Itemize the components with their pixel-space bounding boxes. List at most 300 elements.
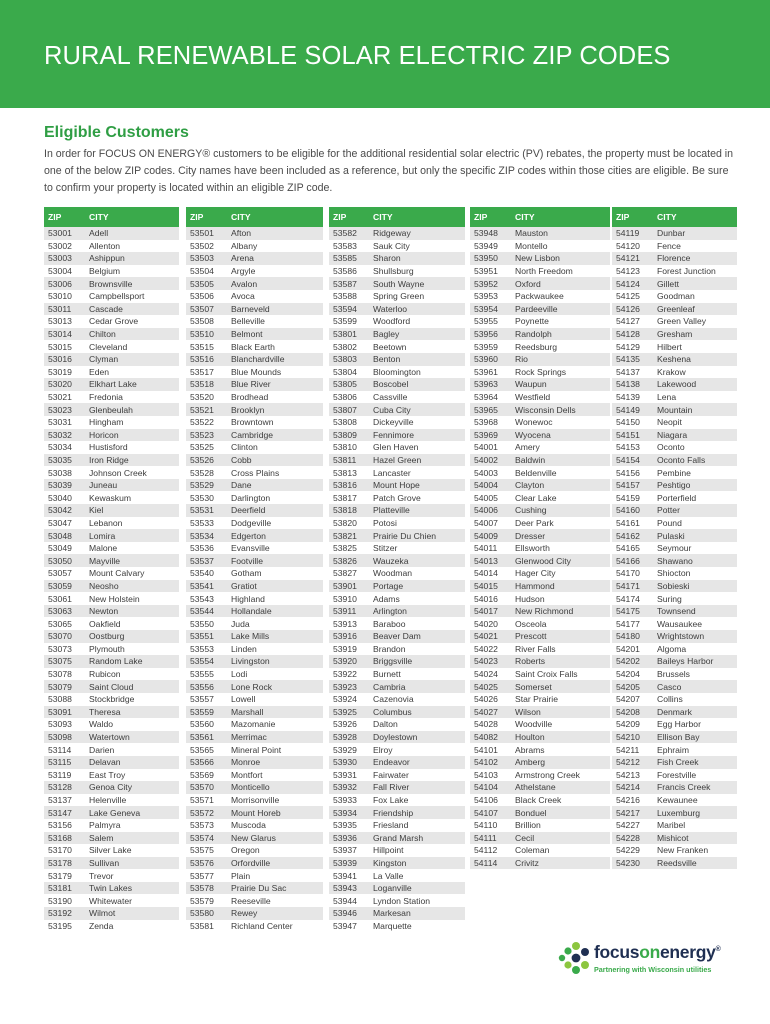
zip-cell: 53533 bbox=[190, 517, 214, 528]
zip-cell: 53049 bbox=[48, 543, 72, 554]
table-row bbox=[612, 718, 737, 731]
table-row bbox=[612, 819, 737, 832]
zip-cell: 54011 bbox=[474, 543, 498, 554]
city-cell: Baraboo bbox=[373, 618, 406, 629]
table-row bbox=[44, 366, 179, 379]
table-row bbox=[470, 353, 610, 366]
city-cell: Ephraim bbox=[657, 744, 689, 755]
table-row bbox=[612, 832, 737, 845]
city-cell: Theresa bbox=[89, 706, 121, 717]
zip-cell: 54025 bbox=[474, 681, 498, 692]
city-cell: Plain bbox=[231, 870, 251, 881]
table-row bbox=[470, 227, 610, 240]
zip-cell: 54175 bbox=[616, 606, 640, 617]
table-row bbox=[186, 290, 323, 303]
zip-cell: 53947 bbox=[333, 920, 357, 931]
table-row bbox=[329, 920, 465, 933]
table-row bbox=[44, 668, 179, 681]
city-cell: Abrams bbox=[515, 744, 545, 755]
table-row bbox=[470, 277, 610, 290]
table-row bbox=[44, 290, 179, 303]
zip-cell: 53115 bbox=[48, 757, 72, 768]
zip-cell: 54026 bbox=[474, 694, 498, 705]
table-row bbox=[186, 882, 323, 895]
city-cell: Cushing bbox=[515, 505, 547, 516]
city-cell: Baileys Harbor bbox=[657, 656, 714, 667]
city-cell: Star Prairie bbox=[515, 694, 558, 705]
city-cell: Poynette bbox=[515, 316, 549, 327]
zip-cell: 53530 bbox=[190, 492, 214, 503]
city-cell: Spring Green bbox=[373, 291, 425, 302]
city-cell: Hillpoint bbox=[373, 845, 404, 856]
city-cell: Reedsville bbox=[657, 857, 697, 868]
city-cell: La Valle bbox=[373, 870, 404, 881]
city-cell: Friesland bbox=[373, 820, 409, 831]
city-cell: Mount Hope bbox=[373, 480, 420, 491]
table-row bbox=[44, 403, 179, 416]
city-cell: Dane bbox=[231, 480, 252, 491]
city-cell: Footville bbox=[231, 555, 263, 566]
table-row bbox=[186, 378, 323, 391]
zip-cell: 54127 bbox=[616, 316, 640, 327]
city-cell: Athelstane bbox=[515, 782, 556, 793]
city-cell: Campbellsport bbox=[89, 291, 145, 302]
zip-cell: 53932 bbox=[333, 782, 357, 793]
city-cell: Marquette bbox=[373, 920, 412, 931]
zip-cell: 53569 bbox=[190, 769, 214, 780]
zip-cell: 53034 bbox=[48, 442, 72, 453]
zip-cell: 53969 bbox=[474, 429, 498, 440]
city-cell: Woodford bbox=[373, 316, 411, 327]
city-cell: Neopit bbox=[657, 417, 682, 428]
zip-cell: 54002 bbox=[474, 454, 498, 465]
city-cell: Hingham bbox=[89, 417, 124, 428]
table-row bbox=[186, 693, 323, 706]
city-cell: Elkhart Lake bbox=[89, 379, 137, 390]
zip-cell: 53019 bbox=[48, 366, 72, 377]
city-cell: Lake Mills bbox=[231, 631, 270, 642]
zip-cell: 53555 bbox=[190, 669, 214, 680]
city-cell: Mauston bbox=[515, 228, 548, 239]
table-row bbox=[329, 391, 465, 404]
city-cell: Juneau bbox=[89, 480, 118, 491]
zip-cell: 54210 bbox=[616, 732, 640, 743]
zip-cell: 54114 bbox=[474, 857, 498, 868]
city-cell: Columbus bbox=[373, 706, 412, 717]
city-cell: Lakewood bbox=[657, 379, 697, 390]
city-cell: Montfort bbox=[231, 769, 263, 780]
table-row bbox=[329, 227, 465, 240]
table-row bbox=[186, 592, 323, 605]
zip-cell: 53933 bbox=[333, 795, 357, 806]
table-row bbox=[186, 731, 323, 744]
city-cell: Belleville bbox=[231, 316, 265, 327]
zip-cell: 53501 bbox=[190, 228, 214, 239]
zip-cell: 53926 bbox=[333, 719, 357, 730]
city-cell: Watertown bbox=[89, 732, 130, 743]
city-cell: Clinton bbox=[231, 442, 258, 453]
city-cell: Lancaster bbox=[373, 467, 411, 478]
zip-cell: 54111 bbox=[474, 832, 497, 843]
table-row bbox=[329, 894, 465, 907]
table-row bbox=[329, 756, 465, 769]
zip-column-header: ZIP bbox=[474, 212, 488, 222]
city-cell: Lone Rock bbox=[231, 681, 273, 692]
city-cell: Forestville bbox=[657, 769, 697, 780]
zip-cell: 53807 bbox=[333, 404, 357, 415]
zip-cell: 54126 bbox=[616, 303, 640, 314]
zip-cell: 53805 bbox=[333, 379, 357, 390]
city-cell: Amery bbox=[515, 442, 540, 453]
table-row bbox=[612, 731, 737, 744]
table-row bbox=[612, 466, 737, 479]
zip-cell: 53551 bbox=[190, 631, 214, 642]
table-row bbox=[329, 353, 465, 366]
table-row bbox=[44, 353, 179, 366]
table-row bbox=[329, 290, 465, 303]
city-cell: Fairwater bbox=[373, 769, 409, 780]
city-cell: Oconto bbox=[657, 442, 685, 453]
zip-cell: 54180 bbox=[616, 631, 640, 642]
table-row bbox=[44, 844, 179, 857]
city-cell: Monroe bbox=[231, 757, 261, 768]
table-row bbox=[612, 517, 737, 530]
city-cell: Osceola bbox=[515, 618, 547, 629]
zip-cell: 54006 bbox=[474, 505, 498, 516]
city-cell: Salem bbox=[89, 832, 114, 843]
city-cell: Rock Springs bbox=[515, 366, 567, 377]
city-cell: New Glarus bbox=[231, 832, 276, 843]
city-cell: Helenville bbox=[89, 795, 127, 806]
table-row bbox=[329, 441, 465, 454]
table-row bbox=[329, 718, 465, 731]
city-cell: North Freedom bbox=[515, 266, 573, 277]
zip-cell: 53537 bbox=[190, 555, 214, 566]
city-cell: Zenda bbox=[89, 920, 114, 931]
zip-cell: 54013 bbox=[474, 555, 498, 566]
table-row bbox=[186, 680, 323, 693]
table-row bbox=[186, 491, 323, 504]
table-row bbox=[186, 643, 323, 656]
city-cell: Browntown bbox=[231, 417, 274, 428]
city-cell: Gresham bbox=[657, 329, 693, 340]
table-row bbox=[470, 756, 610, 769]
city-cell: Brandon bbox=[373, 643, 406, 654]
table-row bbox=[44, 378, 179, 391]
table-row bbox=[329, 882, 465, 895]
city-cell: Packwaukee bbox=[515, 291, 564, 302]
zip-cell: 53821 bbox=[333, 530, 357, 541]
zip-cell: 53574 bbox=[190, 832, 214, 843]
city-cell: Stitzer bbox=[373, 543, 398, 554]
table-row bbox=[186, 504, 323, 517]
zip-cell: 53510 bbox=[190, 329, 214, 340]
zip-cell: 53001 bbox=[48, 228, 72, 239]
zip-cell: 54214 bbox=[616, 782, 640, 793]
zip-cell: 53968 bbox=[474, 417, 498, 428]
zip-cell: 53505 bbox=[190, 278, 214, 289]
table-row bbox=[612, 340, 737, 353]
table-row bbox=[186, 454, 323, 467]
table-row bbox=[470, 441, 610, 454]
zip-cell: 53179 bbox=[48, 870, 72, 881]
city-cell: Albany bbox=[231, 240, 258, 251]
table-row bbox=[44, 265, 179, 278]
zip-cell: 54213 bbox=[616, 769, 640, 780]
table-row bbox=[186, 617, 323, 630]
zip-cell: 53063 bbox=[48, 606, 72, 617]
table-row bbox=[186, 894, 323, 907]
table-row bbox=[186, 479, 323, 492]
city-cell: Lowell bbox=[231, 694, 256, 705]
zip-cell: 54139 bbox=[616, 392, 640, 403]
city-cell: Wyocena bbox=[515, 429, 551, 440]
zip-cell: 53594 bbox=[333, 303, 357, 314]
zip-cell: 53816 bbox=[333, 480, 357, 491]
zip-cell: 54124 bbox=[616, 278, 640, 289]
city-cell: Kewaunee bbox=[657, 795, 698, 806]
table-row bbox=[329, 655, 465, 668]
city-cell: Prescott bbox=[515, 631, 547, 642]
zip-cell: 53192 bbox=[48, 908, 72, 919]
table-row bbox=[186, 819, 323, 832]
table-row bbox=[329, 580, 465, 593]
zip-cell: 53011 bbox=[48, 303, 72, 314]
zip-cell: 54157 bbox=[616, 480, 640, 491]
zip-cell: 54151 bbox=[616, 429, 640, 440]
city-cell: Mazomanie bbox=[231, 719, 276, 730]
city-cell: Saint Croix Falls bbox=[515, 669, 578, 680]
table-row bbox=[612, 529, 737, 542]
city-cell: Glenbeulah bbox=[89, 404, 133, 415]
table-row bbox=[186, 668, 323, 681]
city-cell: Whitewater bbox=[89, 895, 132, 906]
city-cell: Hammond bbox=[515, 580, 555, 591]
zip-cell: 53079 bbox=[48, 681, 72, 692]
zip-cell: 53525 bbox=[190, 442, 214, 453]
city-cell: Juda bbox=[231, 618, 250, 629]
zip-table-3 bbox=[329, 207, 465, 932]
table-row bbox=[186, 391, 323, 404]
city-cell: Waupun bbox=[515, 379, 547, 390]
zip-cell: 53572 bbox=[190, 807, 214, 818]
city-cell: Livingston bbox=[231, 656, 270, 667]
zip-cell: 53566 bbox=[190, 757, 214, 768]
city-cell: Cazenovia bbox=[373, 694, 414, 705]
table-row bbox=[612, 580, 737, 593]
zip-cell: 53093 bbox=[48, 719, 72, 730]
table-row bbox=[612, 252, 737, 265]
table-row bbox=[329, 731, 465, 744]
zip-cell: 53057 bbox=[48, 568, 72, 579]
zip-cell: 53923 bbox=[333, 681, 357, 692]
zip-cell: 54209 bbox=[616, 719, 640, 730]
zip-cell: 53529 bbox=[190, 480, 214, 491]
table-row bbox=[612, 504, 737, 517]
table-row bbox=[186, 517, 323, 530]
zip-cell: 54156 bbox=[616, 467, 640, 478]
city-cell: Lomira bbox=[89, 530, 116, 541]
table-row bbox=[470, 542, 610, 555]
zip-cell: 54121 bbox=[616, 253, 640, 264]
city-cell: Porterfield bbox=[657, 492, 697, 503]
city-cell: Wauzeka bbox=[373, 555, 409, 566]
city-cell: Brodhead bbox=[231, 392, 269, 403]
zip-cell: 54104 bbox=[474, 782, 498, 793]
table-row bbox=[329, 366, 465, 379]
zip-cell: 53035 bbox=[48, 454, 72, 465]
table-row bbox=[470, 240, 610, 253]
zip-cell: 54149 bbox=[616, 404, 640, 415]
table-row bbox=[470, 743, 610, 756]
city-cell: Oakfield bbox=[89, 618, 121, 629]
logo-tagline: Partnering with Wisconsin utilities bbox=[594, 965, 712, 974]
zip-cell: 53554 bbox=[190, 656, 214, 667]
table-row bbox=[612, 706, 737, 719]
table-row bbox=[329, 315, 465, 328]
zip-cell: 54016 bbox=[474, 593, 498, 604]
zip-cell: 53581 bbox=[190, 920, 214, 931]
city-cell: Fox Lake bbox=[373, 795, 409, 806]
zip-cell: 53536 bbox=[190, 543, 214, 554]
zip-cell: 53952 bbox=[474, 278, 498, 289]
table-row bbox=[470, 303, 610, 316]
city-cell: Fence bbox=[657, 240, 681, 251]
table-row bbox=[329, 378, 465, 391]
table-row bbox=[44, 794, 179, 807]
city-cell: Townsend bbox=[657, 606, 696, 617]
zip-cell: 53943 bbox=[333, 883, 357, 894]
zip-cell: 54229 bbox=[616, 845, 640, 856]
zip-cell: 53810 bbox=[333, 442, 357, 453]
city-cell: Cedar Grove bbox=[89, 316, 139, 327]
city-cell: Marshall bbox=[231, 706, 264, 717]
zip-cell: 53577 bbox=[190, 870, 214, 881]
table-row bbox=[470, 554, 610, 567]
city-cell: Kiel bbox=[89, 505, 104, 516]
zip-cell: 53181 bbox=[48, 883, 72, 894]
city-cell: Mineral Point bbox=[231, 744, 282, 755]
zip-cell: 53016 bbox=[48, 354, 72, 365]
zip-cell: 53098 bbox=[48, 732, 72, 743]
table-row bbox=[44, 743, 179, 756]
table-row bbox=[470, 328, 610, 341]
city-cell: Briggsville bbox=[373, 656, 413, 667]
zip-cell: 53576 bbox=[190, 857, 214, 868]
city-cell: Potter bbox=[657, 505, 680, 516]
city-cell: Cross Plains bbox=[231, 467, 280, 478]
table-row bbox=[186, 605, 323, 618]
zip-cell: 53021 bbox=[48, 392, 72, 403]
city-cell: Dalton bbox=[373, 719, 398, 730]
zip-column-header: ZIP bbox=[616, 212, 630, 222]
city-cell: Niagara bbox=[657, 429, 688, 440]
zip-cell: 53585 bbox=[333, 253, 357, 264]
zip-cell: 54207 bbox=[616, 694, 640, 705]
city-cell: Wausaukee bbox=[657, 618, 703, 629]
table-row bbox=[612, 693, 737, 706]
table-row bbox=[329, 252, 465, 265]
logo-mark-icon bbox=[556, 940, 592, 976]
city-cell: Sullivan bbox=[89, 857, 120, 868]
table-row bbox=[186, 630, 323, 643]
city-cell: Palmyra bbox=[89, 820, 121, 831]
zip-cell: 53543 bbox=[190, 593, 214, 604]
table-header bbox=[612, 207, 737, 227]
city-cell: Ellsworth bbox=[515, 543, 550, 554]
table-row bbox=[329, 542, 465, 555]
city-cell: Delavan bbox=[89, 757, 121, 768]
table-row bbox=[44, 441, 179, 454]
zip-cell: 53825 bbox=[333, 543, 357, 554]
table-row bbox=[470, 857, 610, 870]
zip-cell: 53553 bbox=[190, 643, 214, 654]
table-row bbox=[612, 756, 737, 769]
zip-cell: 53503 bbox=[190, 253, 214, 264]
city-cell: Mount Calvary bbox=[89, 568, 145, 579]
table-row bbox=[44, 693, 179, 706]
table-row bbox=[186, 718, 323, 731]
table-row bbox=[44, 857, 179, 870]
zip-cell: 53910 bbox=[333, 593, 357, 604]
zip-cell: 53817 bbox=[333, 492, 357, 503]
city-cell: Avoca bbox=[231, 291, 255, 302]
city-cell: Beldenville bbox=[515, 467, 557, 478]
table-row bbox=[186, 832, 323, 845]
zip-cell: 53544 bbox=[190, 606, 214, 617]
zip-cell: 53586 bbox=[333, 266, 357, 277]
zip-cell: 54166 bbox=[616, 555, 640, 566]
table-row bbox=[329, 706, 465, 719]
zip-cell: 53114 bbox=[48, 744, 72, 755]
city-cell: Blanchardville bbox=[231, 354, 285, 365]
table-row bbox=[470, 491, 610, 504]
city-cell: Somerset bbox=[515, 681, 552, 692]
table-row bbox=[470, 378, 610, 391]
table-row bbox=[329, 403, 465, 416]
city-cell: Brillion bbox=[515, 820, 541, 831]
city-cell: Bonduel bbox=[515, 807, 547, 818]
table-row bbox=[186, 844, 323, 857]
table-row bbox=[612, 454, 737, 467]
table-row bbox=[612, 240, 737, 253]
city-cell: Dunbar bbox=[657, 228, 686, 239]
table-row bbox=[612, 290, 737, 303]
zip-cell: 54001 bbox=[474, 442, 498, 453]
table-row bbox=[44, 920, 179, 933]
city-cell: Seymour bbox=[657, 543, 692, 554]
city-cell: Hustisford bbox=[89, 442, 128, 453]
zip-cell: 53950 bbox=[474, 253, 498, 264]
zip-cell: 53010 bbox=[48, 291, 72, 302]
table-row bbox=[470, 680, 610, 693]
zip-cell: 53506 bbox=[190, 291, 214, 302]
city-cell: Forest Junction bbox=[657, 266, 716, 277]
zip-cell: 53587 bbox=[333, 278, 357, 289]
city-cell: Reedsburg bbox=[515, 341, 558, 352]
zip-cell: 53804 bbox=[333, 366, 357, 377]
table-row bbox=[612, 265, 737, 278]
table-row bbox=[44, 907, 179, 920]
zip-cell: 53955 bbox=[474, 316, 498, 327]
city-cell: Pembine bbox=[657, 467, 691, 478]
zip-cell: 53809 bbox=[333, 429, 357, 440]
table-row bbox=[44, 643, 179, 656]
city-cell: Greenleaf bbox=[657, 303, 695, 314]
table-row bbox=[329, 454, 465, 467]
table-row bbox=[44, 806, 179, 819]
zip-cell: 53065 bbox=[48, 618, 72, 629]
